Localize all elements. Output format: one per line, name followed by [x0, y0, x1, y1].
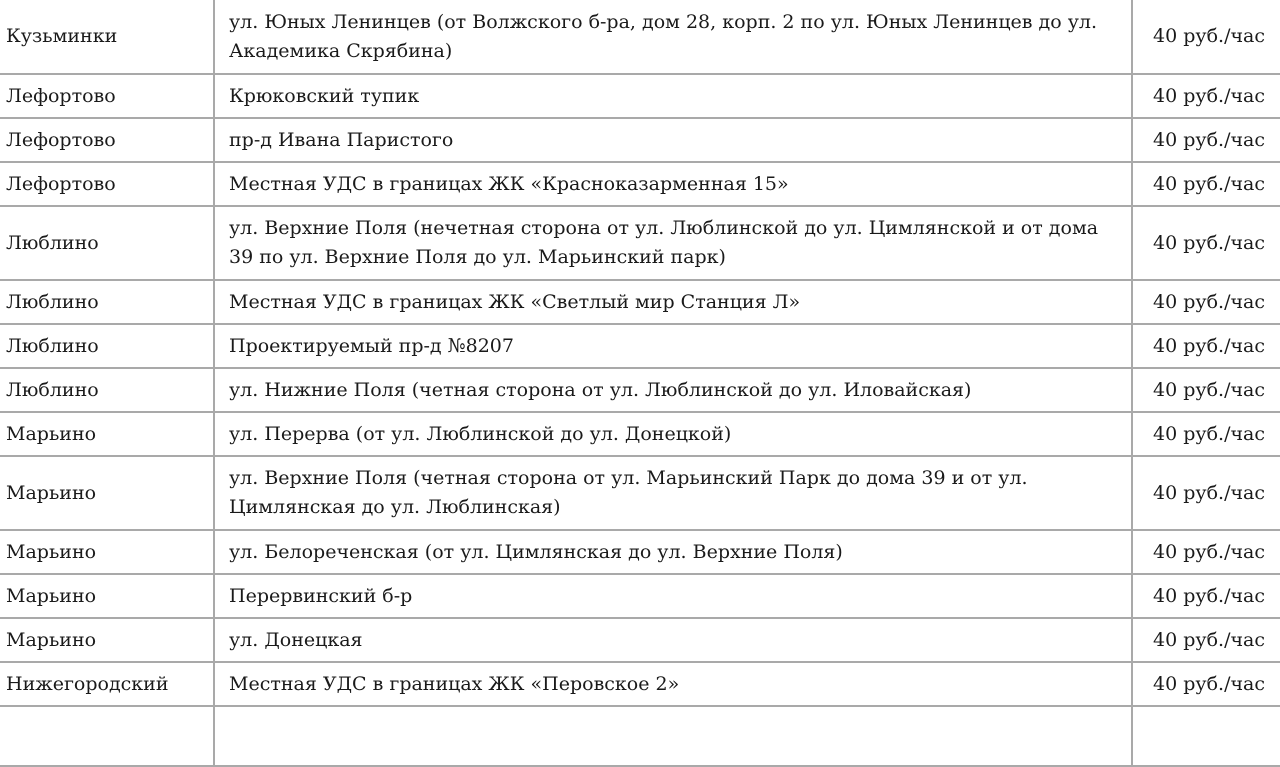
street-cell: ул. Нижние Поля (четная сторона от ул. Люблинской до ул. Иловайская) — [214, 368, 1132, 412]
street-cell: Местная УДС в границах ЖК «Красноказарменная 15» — [214, 162, 1132, 206]
table-row — [0, 368, 1280, 412]
district-cell: Марьино — [0, 574, 214, 618]
street-cell: Перервинский б-р — [214, 574, 1132, 618]
price-cell: 40 руб./час — [1132, 368, 1280, 412]
street-cell: Местная УДС в границах ЖК «Светлый мир Станция Л» — [214, 280, 1132, 324]
street-cell: ул. Верхние Поля (нечетная сторона от ул. Люблинской до ул. Цимлянской и от дома 39 по ул. Верхние Поля до ул. Марьинский парк) — [214, 206, 1132, 280]
street-cell: ул. Белореченская (от ул. Цимлянская до ул. Верхние Поля) — [214, 530, 1132, 574]
district-cell: Лефортово — [0, 74, 214, 118]
price-cell: 40 руб./час — [1132, 206, 1280, 280]
price-cell: 40 руб./час — [1132, 456, 1280, 530]
street-cell: ул. Донецкая — [214, 618, 1132, 662]
street-cell: пр-д Ивана Паристого — [214, 118, 1132, 162]
street-cell — [214, 706, 1132, 766]
table-row — [0, 324, 1280, 368]
table-row — [0, 530, 1280, 574]
table-row — [0, 456, 1280, 530]
price-cell: 40 руб./час — [1132, 574, 1280, 618]
district-cell: Лефортово — [0, 118, 214, 162]
price-cell: 40 руб./час — [1132, 530, 1280, 574]
table-row — [0, 118, 1280, 162]
price-cell: 40 руб./час — [1132, 412, 1280, 456]
price-cell: 40 руб./час — [1132, 162, 1280, 206]
table-row — [0, 706, 1280, 766]
price-cell: 40 руб./час — [1132, 0, 1280, 74]
district-cell: Нижегородский — [0, 662, 214, 706]
price-cell: 40 руб./час — [1132, 618, 1280, 662]
street-cell: ул. Юных Ленинцев (от Волжского б-ра, дом 28, корп. 2 по ул. Юных Ленинцев до ул. Академика Скрябина) — [214, 0, 1132, 74]
district-cell: Люблино — [0, 368, 214, 412]
table-row — [0, 662, 1280, 706]
price-cell: 40 руб./час — [1132, 324, 1280, 368]
district-cell: Лефортово — [0, 162, 214, 206]
district-cell: Люблино — [0, 206, 214, 280]
price-cell: 40 руб./час — [1132, 280, 1280, 324]
district-cell: Марьино — [0, 456, 214, 530]
table-row — [0, 74, 1280, 118]
table-row — [0, 206, 1280, 280]
street-cell: Местная УДС в границах ЖК «Перовское 2» — [214, 662, 1132, 706]
district-cell — [0, 706, 214, 766]
table-row — [0, 280, 1280, 324]
district-cell: Кузьминки — [0, 0, 214, 74]
district-cell: Марьино — [0, 618, 214, 662]
district-cell: Марьино — [0, 412, 214, 456]
price-cell — [1132, 706, 1280, 766]
street-cell: Крюковский тупик — [214, 74, 1132, 118]
price-cell: 40 руб./час — [1132, 118, 1280, 162]
table-row — [0, 618, 1280, 662]
street-cell: ул. Перерва (от ул. Люблинской до ул. Донецкой) — [214, 412, 1132, 456]
street-cell: ул. Верхние Поля (четная сторона от ул. Марьинский Парк до дома 39 и от ул. Цимлянская до ул. Люблинская) — [214, 456, 1132, 530]
table-row — [0, 0, 1280, 74]
table-row — [0, 412, 1280, 456]
district-cell: Люблино — [0, 324, 214, 368]
street-cell: Проектируемый пр-д №8207 — [214, 324, 1132, 368]
table-row — [0, 574, 1280, 618]
district-cell: Люблино — [0, 280, 214, 324]
district-cell: Марьино — [0, 530, 214, 574]
table-row — [0, 162, 1280, 206]
price-cell: 40 руб./час — [1132, 662, 1280, 706]
price-cell: 40 руб./час — [1132, 74, 1280, 118]
